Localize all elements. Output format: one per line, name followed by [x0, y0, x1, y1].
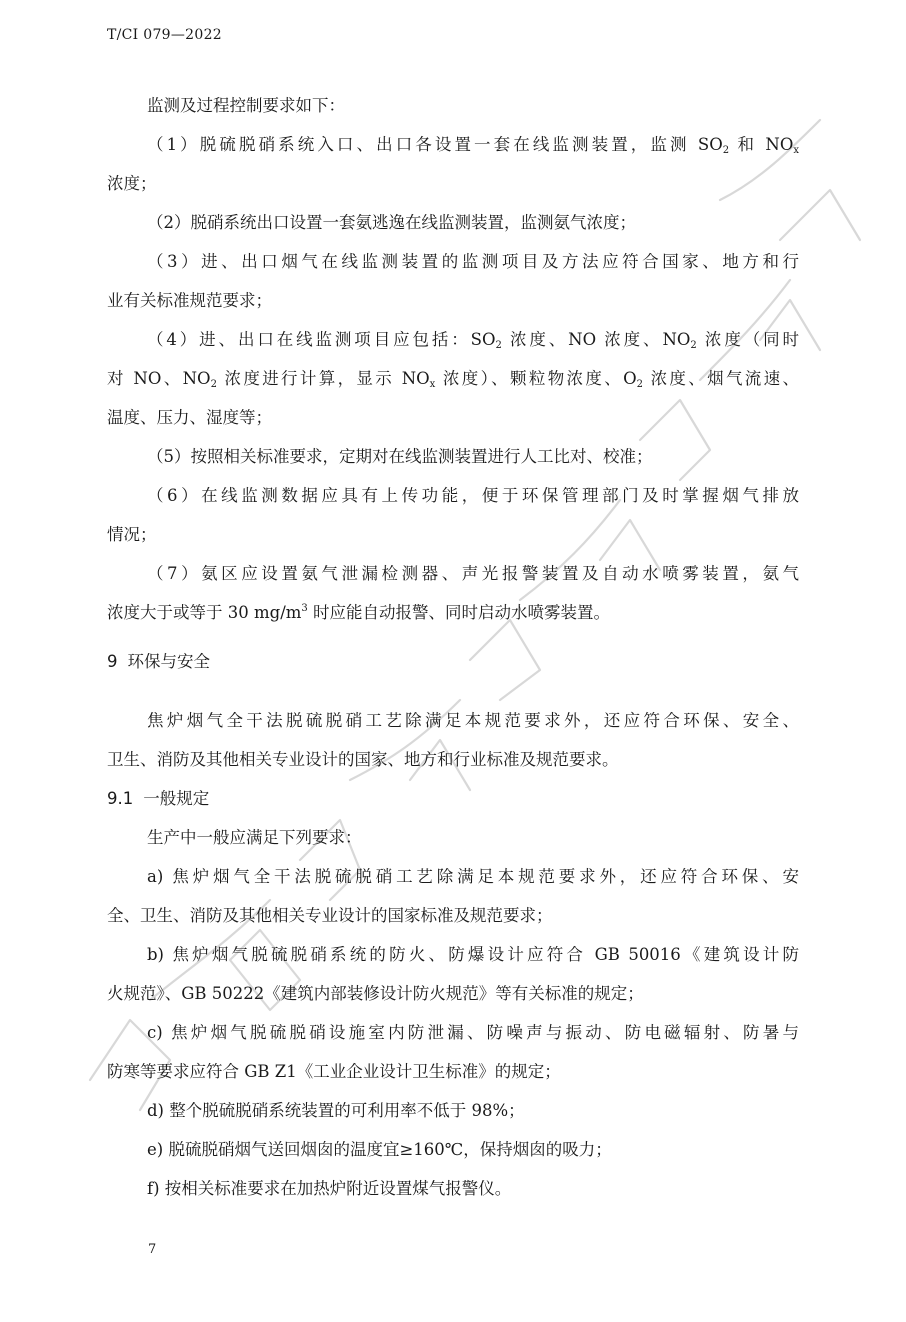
rule-c-line2: 防寒等要求应符合 GB Z1《工业企业设计卫生标准》的规定； [107, 1062, 561, 1081]
monitoring-item-6-line1: （6）在线监测数据应具有上传功能，便于环保管理部门及时掌握烟气排放 [147, 486, 799, 505]
monitoring-item-7-line1: （7）氨区应设置氨气泄漏检测器、声光报警装置及自动水喷雾装置，氨气 [147, 564, 799, 583]
monitoring-item-1-line2: 浓度； [107, 174, 157, 193]
rule-c-line1: c) 焦炉烟气脱硫脱硝设施室内防泄漏、防噪声与振动、防电磁辐射、防暑与 [147, 1023, 799, 1042]
monitoring-item-1-line1: （1）脱硫脱硝系统入口、出口各设置一套在线监测装置，监测 $SO_2$ 和 $NO_x$ [147, 135, 799, 156]
monitoring-item-6-line2: 情况； [107, 525, 157, 544]
monitoring-item-2: （2）脱硝系统出口设置一套氨逃逸在线监测装置，监测氨气浓度； [147, 213, 636, 232]
monitoring-item-3-line1: （3）进、出口烟气在线监测装置的监测项目及方法应符合国家、地方和行 [147, 252, 799, 271]
section-9-1-number: 9.1 [107, 789, 134, 808]
rule-f: f) 按相关标准要求在加热炉附近设置煤气报警仪。 [147, 1179, 512, 1198]
rule-b-line2: 火规范》、GB 50222《建筑内部装修设计防火规范》等有关标准的规定； [107, 984, 644, 1003]
section-9-heading [107, 652, 799, 672]
monitoring-item-3-line2: 业有关标准规范要求； [107, 291, 272, 310]
rule-a-line2: 全、卫生、消防及其他相关专业设计的国家标准及规范要求； [107, 906, 553, 925]
rule-a-line1: a) 焦炉烟气全干法脱硫脱硝工艺除满足本规范要求外，还应符合环保、安 [147, 867, 799, 886]
rule-e: e) 脱硫脱硝烟气送回烟囱的温度宜≥160℃，保持烟囱的吸力； [147, 1140, 612, 1159]
monitoring-item-4-line3: 温度、压力、湿度等； [107, 408, 272, 427]
document-id-header: T/CI 079—2022 [107, 27, 222, 43]
rule-b-line1: b) 焦炉烟气脱硫脱硝系统的防火、防爆设计应符合 GB 50016《建筑设计防 [147, 945, 799, 964]
rule-d: d) 整个脱硫脱硝系统装置的可利用率不低于 98%； [147, 1101, 525, 1120]
monitoring-item-4-line1: （4）进、出口在线监测项目应包括：$SO_2$ 浓度、NO 浓度、$NO_2$ 浓度（同时 [147, 330, 799, 351]
monitoring-intro: 监测及过程控制要求如下： [147, 96, 345, 115]
section-9-title: 环保与安全 [127, 652, 210, 671]
section-9-para-line2: 卫生、消防及其他相关专业设计的国家、地方和行业标准及规范要求。 [107, 750, 619, 769]
section-9-1-heading [107, 789, 799, 809]
page-number: 7 [148, 1242, 157, 1257]
section-9-number: 9 [107, 652, 118, 671]
monitoring-item-7-line2: 浓度大于或等于 30 $mg/m^3$ 时应能自动报警、同时启动水喷雾装置。 [107, 603, 611, 622]
monitoring-item-4-line2: 对 NO、$NO_2$ 浓度进行计算，显示 $NO_x$ 浓度）、颗粒物浓度、$O_2$ 浓度、烟气流速、 [107, 369, 799, 390]
section-9-para-line1: 焦炉烟气全干法脱硫脱硝工艺除满足本规范要求外，还应符合环保、安全、 [147, 711, 799, 730]
general-rules-intro: 生产中一般应满足下列要求： [147, 828, 362, 847]
monitoring-item-5: （5）按照相关标准要求，定期对在线监测装置进行人工比对、校准； [147, 447, 653, 466]
section-9-1-title: 一般规定 [143, 789, 210, 808]
